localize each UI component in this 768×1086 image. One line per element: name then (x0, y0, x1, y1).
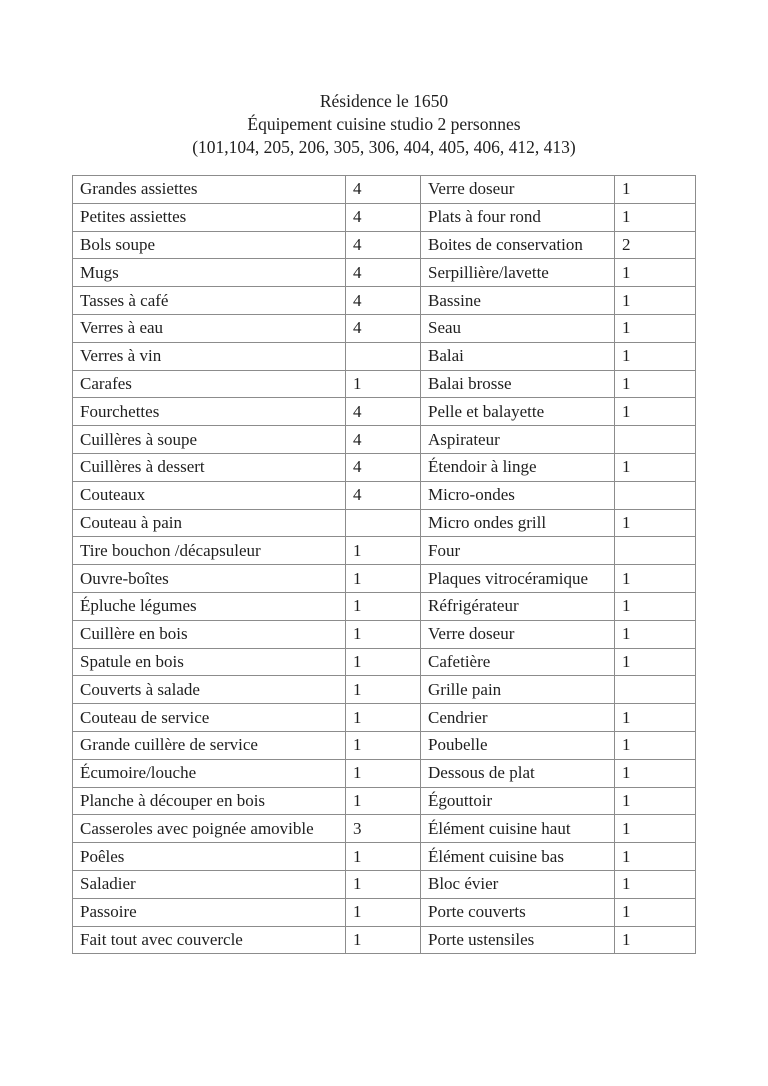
table-row (73, 231, 696, 259)
quantity-cell: 1 (615, 314, 696, 342)
quantity-cell (615, 537, 696, 565)
item-name-cell: Réfrigérateur (421, 592, 615, 620)
quantity-cell: 1 (615, 176, 696, 204)
quantity-cell: 1 (615, 787, 696, 815)
equipment-table-body (73, 176, 696, 954)
quantity-cell: 1 (615, 259, 696, 287)
quantity-cell: 4 (346, 426, 421, 454)
quantity-cell: 1 (615, 704, 696, 732)
table-row (73, 203, 696, 231)
item-name-cell: Poubelle (421, 731, 615, 759)
item-name-cell: Plats à four rond (421, 203, 615, 231)
table-row (73, 648, 696, 676)
item-name-cell: Pelle et balayette (421, 398, 615, 426)
document-title-block (0, 90, 768, 159)
item-name-cell: Tasses à café (73, 287, 346, 315)
quantity-cell: 2 (615, 231, 696, 259)
table-row (73, 898, 696, 926)
item-name-cell: Verre doseur (421, 176, 615, 204)
item-name-cell: Spatule en bois (73, 648, 346, 676)
item-name-cell: Dessous de plat (421, 759, 615, 787)
table-row (73, 704, 696, 732)
item-name-cell: Cuillères à dessert (73, 453, 346, 481)
item-name-cell: Poêles (73, 843, 346, 871)
item-name-cell: Micro-ondes (421, 481, 615, 509)
table-row (73, 537, 696, 565)
quantity-cell: 4 (346, 176, 421, 204)
item-name-cell: Balai (421, 342, 615, 370)
item-name-cell: Cafetière (421, 648, 615, 676)
quantity-cell: 4 (346, 398, 421, 426)
item-name-cell: Saladier (73, 870, 346, 898)
table-row (73, 731, 696, 759)
item-name-cell: Porte ustensiles (421, 926, 615, 954)
quantity-cell: 1 (346, 565, 421, 593)
table-row (73, 509, 696, 537)
table-row (73, 453, 696, 481)
item-name-cell: Verres à vin (73, 342, 346, 370)
quantity-cell: 1 (615, 398, 696, 426)
quantity-cell: 1 (346, 926, 421, 954)
quantity-cell: 1 (346, 731, 421, 759)
table-row (73, 426, 696, 454)
item-name-cell: Porte couverts (421, 898, 615, 926)
item-name-cell: Couteaux (73, 481, 346, 509)
quantity-cell: 1 (346, 620, 421, 648)
table-row (73, 176, 696, 204)
quantity-cell: 4 (346, 314, 421, 342)
item-name-cell: Bassine (421, 287, 615, 315)
item-name-cell: Couteau à pain (73, 509, 346, 537)
quantity-cell: 1 (346, 592, 421, 620)
item-name-cell: Planche à découper en bois (73, 787, 346, 815)
page-subtitle: Équipement cuisine studio 2 personnes (247, 114, 521, 134)
item-name-cell: Cendrier (421, 704, 615, 732)
quantity-cell: 1 (615, 370, 696, 398)
room-numbers-line: (101,104, 205, 206, 305, 306, 404, 405, 406, 412, 413) (192, 137, 576, 157)
table-row (73, 676, 696, 704)
quantity-cell: 4 (346, 481, 421, 509)
table-row (73, 843, 696, 871)
table-row (73, 759, 696, 787)
item-name-cell: Casseroles avec poignée amovible (73, 815, 346, 843)
page-title: Résidence le 1650 (319, 91, 449, 111)
item-name-cell: Cuillères à soupe (73, 426, 346, 454)
quantity-cell: 1 (346, 370, 421, 398)
quantity-cell (615, 481, 696, 509)
quantity-cell: 1 (615, 731, 696, 759)
item-name-cell: Serpillière/lavette (421, 259, 615, 287)
quantity-cell: 1 (346, 537, 421, 565)
table-row (73, 314, 696, 342)
quantity-cell: 1 (615, 926, 696, 954)
quantity-cell (346, 342, 421, 370)
quantity-cell: 1 (615, 453, 696, 481)
quantity-cell: 1 (615, 342, 696, 370)
table-row (73, 815, 696, 843)
quantity-cell: 4 (346, 453, 421, 481)
item-name-cell: Cuillère en bois (73, 620, 346, 648)
quantity-cell: 4 (346, 203, 421, 231)
quantity-cell: 4 (346, 259, 421, 287)
quantity-cell (615, 676, 696, 704)
quantity-cell: 1 (615, 565, 696, 593)
quantity-cell: 1 (346, 787, 421, 815)
quantity-cell: 1 (615, 898, 696, 926)
item-name-cell: Boites de conservation (421, 231, 615, 259)
table-row (73, 481, 696, 509)
item-name-cell: Couverts à salade (73, 676, 346, 704)
item-name-cell: Égouttoir (421, 787, 615, 815)
item-name-cell: Grille pain (421, 676, 615, 704)
quantity-cell: 1 (346, 759, 421, 787)
item-name-cell: Petites assiettes (73, 203, 346, 231)
table-row (73, 926, 696, 954)
table-row (73, 259, 696, 287)
quantity-cell: 1 (346, 704, 421, 732)
item-name-cell: Passoire (73, 898, 346, 926)
table-row (73, 787, 696, 815)
item-name-cell: Balai brosse (421, 370, 615, 398)
quantity-cell: 1 (615, 592, 696, 620)
item-name-cell: Grandes assiettes (73, 176, 346, 204)
item-name-cell: Verres à eau (73, 314, 346, 342)
quantity-cell: 1 (615, 287, 696, 315)
quantity-cell: 1 (346, 843, 421, 871)
item-name-cell: Fait tout avec couvercle (73, 926, 346, 954)
quantity-cell: 1 (346, 648, 421, 676)
item-name-cell: Mugs (73, 259, 346, 287)
quantity-cell: 1 (346, 898, 421, 926)
item-name-cell: Élément cuisine haut (421, 815, 615, 843)
quantity-cell: 1 (615, 648, 696, 676)
table-row (73, 342, 696, 370)
item-name-cell: Élément cuisine bas (421, 843, 615, 871)
item-name-cell: Ouvre-boîtes (73, 565, 346, 593)
item-name-cell: Aspirateur (421, 426, 615, 454)
quantity-cell: 1 (346, 870, 421, 898)
quantity-cell (346, 509, 421, 537)
item-name-cell: Tire bouchon /décapsuleur (73, 537, 346, 565)
quantity-cell: 1 (346, 676, 421, 704)
item-name-cell: Bloc évier (421, 870, 615, 898)
item-name-cell: Grande cuillère de service (73, 731, 346, 759)
quantity-cell: 1 (615, 843, 696, 871)
quantity-cell: 1 (615, 815, 696, 843)
item-name-cell: Étendoir à linge (421, 453, 615, 481)
quantity-cell: 1 (615, 509, 696, 537)
item-name-cell: Épluche légumes (73, 592, 346, 620)
table-row (73, 370, 696, 398)
table-row (73, 287, 696, 315)
quantity-cell (615, 426, 696, 454)
item-name-cell: Plaques vitrocéramique (421, 565, 615, 593)
item-name-cell: Écumoire/louche (73, 759, 346, 787)
table-row (73, 565, 696, 593)
item-name-cell: Carafes (73, 370, 346, 398)
item-name-cell: Couteau de service (73, 704, 346, 732)
quantity-cell: 1 (615, 759, 696, 787)
item-name-cell: Fourchettes (73, 398, 346, 426)
table-row (73, 620, 696, 648)
item-name-cell: Four (421, 537, 615, 565)
item-name-cell: Seau (421, 314, 615, 342)
quantity-cell: 3 (346, 815, 421, 843)
table-row (73, 592, 696, 620)
quantity-cell: 1 (615, 870, 696, 898)
quantity-cell: 4 (346, 287, 421, 315)
quantity-cell: 4 (346, 231, 421, 259)
item-name-cell: Bols soupe (73, 231, 346, 259)
quantity-cell: 1 (615, 620, 696, 648)
quantity-cell: 1 (615, 203, 696, 231)
equipment-table (72, 175, 696, 954)
table-row (73, 870, 696, 898)
item-name-cell: Verre doseur (421, 620, 615, 648)
table-row (73, 398, 696, 426)
item-name-cell: Micro ondes grill (421, 509, 615, 537)
